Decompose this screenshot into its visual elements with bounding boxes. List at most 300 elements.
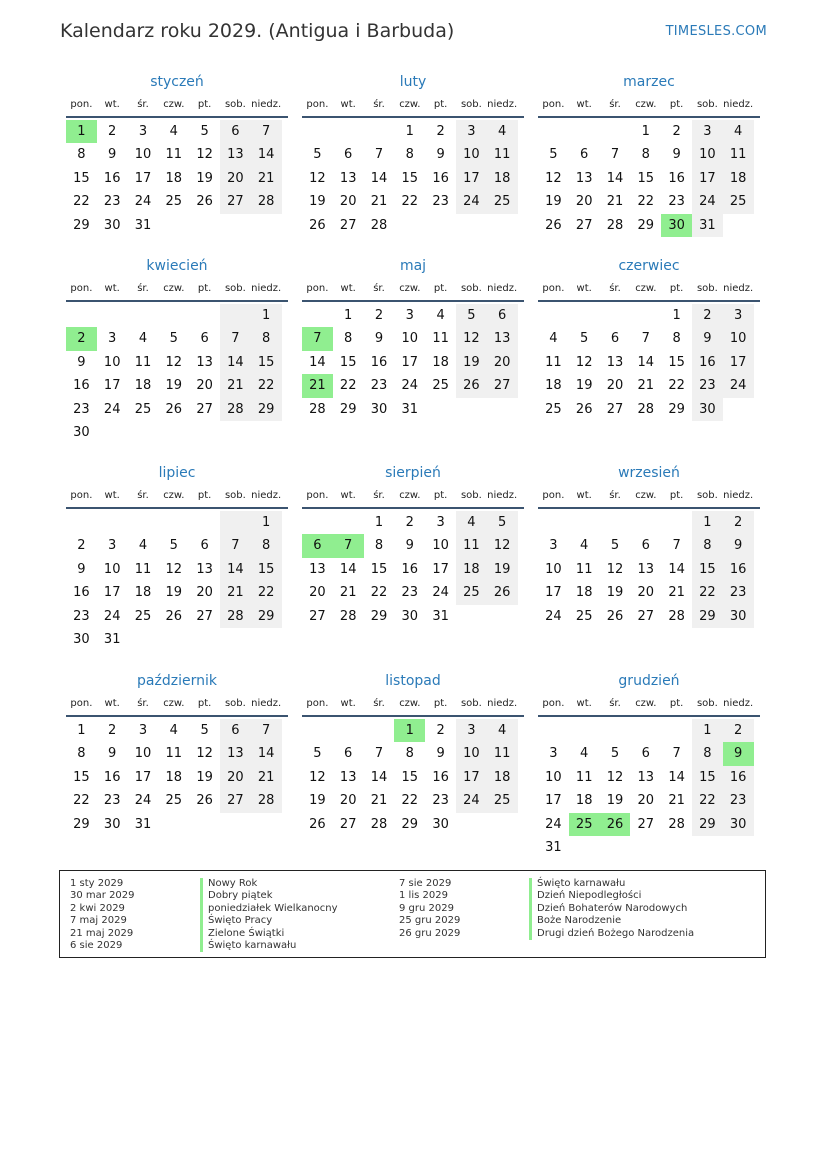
day-cell: 20 — [575, 194, 593, 210]
day-cell: 6 — [641, 538, 650, 554]
day-cell: 25 — [134, 401, 152, 417]
empty-cell — [600, 304, 631, 327]
day-cell: 11 — [545, 354, 562, 370]
day-cell: 13 — [339, 769, 357, 785]
weekday-label: śr. — [373, 283, 385, 294]
day-cell: 11 — [487, 143, 518, 166]
legend-holiday-name: Święto karnawału — [529, 878, 694, 890]
day-cell: 9 — [108, 746, 117, 762]
day-cell: 15 — [73, 170, 90, 186]
legend-date: 1 sty 2029 — [70, 878, 124, 889]
weekday-label: wt. — [576, 99, 592, 110]
day-cell: 15 — [637, 170, 655, 186]
day-cell: 12 — [575, 354, 593, 370]
empty-cell — [220, 511, 251, 534]
day-cell: 24 — [134, 793, 152, 809]
empty-cell — [220, 214, 251, 237]
month-name: październik — [137, 673, 217, 689]
weekday-label: pt. — [197, 283, 212, 294]
weekday-label: wt. — [104, 490, 120, 501]
day-cell: 21 — [339, 585, 357, 601]
day-cell: 15 — [692, 766, 723, 789]
empty-cell — [723, 214, 754, 237]
weekday-label: pon. — [306, 490, 329, 501]
weekday-label: sob. — [224, 99, 246, 110]
weekday-label: czw. — [635, 698, 657, 709]
day-cell: 23 — [370, 378, 388, 394]
weekday-label: czw. — [163, 283, 185, 294]
day-cell: 9 — [672, 147, 681, 163]
day-cell: 7 — [374, 746, 384, 762]
day-cell: 23 — [432, 793, 449, 809]
day-cell: 9 — [723, 534, 754, 557]
day-cell: 26 — [196, 194, 213, 210]
empty-cell — [97, 511, 128, 534]
day-cell: 2 — [108, 723, 117, 738]
day-cell: 4 — [487, 719, 518, 742]
day-cell: 22 — [73, 194, 90, 210]
day-cell: 26 — [165, 401, 183, 417]
weekday-label: pt. — [197, 698, 212, 709]
empty-cell — [333, 120, 364, 143]
empty-cell — [569, 511, 600, 534]
day-cell: 25 — [575, 608, 593, 624]
day-cell: 26 — [309, 217, 326, 233]
day-cell: 13 — [637, 561, 655, 577]
empty-cell — [158, 421, 189, 444]
day-cell: 20 — [339, 194, 357, 210]
day-cell: 27 — [606, 401, 624, 417]
day-cell: 21 — [251, 766, 282, 789]
day-grid — [538, 717, 754, 859]
empty-cell — [456, 813, 487, 836]
day-cell: 30 — [103, 816, 121, 832]
legend-date: 7 sie 2029 — [399, 878, 452, 889]
day-cell: 20 — [339, 793, 357, 809]
day-cell: 27 — [309, 608, 326, 624]
day-cell: 25 — [432, 378, 449, 394]
weekday-label: niedz. — [487, 490, 518, 501]
day-cell: 20 — [606, 378, 624, 394]
day-cell: 7 — [302, 327, 333, 350]
brand-link[interactable]: TIMESLES.COM — [665, 24, 767, 39]
day-cell: 16 — [370, 354, 388, 370]
day-cell: 19 — [309, 194, 326, 210]
day-cell: 1 — [641, 124, 650, 139]
empty-cell — [600, 719, 631, 742]
legend-names-col-1 — [200, 878, 338, 952]
day-cell: 3 — [723, 304, 754, 327]
day-cell: 20 — [637, 585, 655, 601]
day-cell: 21 — [606, 194, 624, 210]
day-cell: 7 — [333, 534, 364, 557]
empty-cell — [723, 398, 754, 421]
weekday-label: śr. — [373, 490, 385, 501]
month-name: marzec — [623, 74, 675, 90]
empty-cell — [251, 421, 282, 444]
legend-holiday-name: poniedziałek Wielkanocny — [200, 903, 338, 915]
day-cell: 24 — [692, 190, 723, 213]
legend-holiday-name: Święto karnawału — [200, 940, 338, 952]
day-cell: 1 — [77, 723, 86, 738]
day-cell: 4 — [436, 308, 445, 323]
weekday-label: śr. — [609, 490, 621, 501]
day-cell: 31 — [432, 608, 449, 624]
day-cell: 26 — [545, 217, 562, 233]
empty-cell — [302, 304, 333, 327]
day-cell: 14 — [668, 561, 685, 577]
day-cell: 26 — [196, 793, 213, 809]
day-cell: 14 — [220, 351, 251, 374]
day-cell: 5 — [549, 147, 558, 163]
day-cell: 14 — [637, 354, 655, 370]
day-cell: 22 — [401, 194, 419, 210]
empty-cell — [220, 421, 251, 444]
day-cell: 15 — [370, 561, 388, 577]
day-cell: 23 — [432, 194, 449, 210]
month-4 — [302, 256, 524, 421]
day-cell: 25 — [545, 401, 562, 417]
weekday-label: pt. — [669, 99, 684, 110]
day-cell: 1 — [692, 719, 723, 742]
day-cell: 15 — [339, 354, 357, 370]
weekday-label: pt. — [433, 490, 448, 501]
day-cell: 10 — [103, 354, 121, 370]
day-cell: 9 — [436, 147, 445, 163]
weekday-label: sob. — [696, 283, 718, 294]
empty-cell — [723, 836, 754, 859]
day-cell: 28 — [339, 608, 357, 624]
day-cell: 9 — [108, 147, 117, 163]
day-cell: 9 — [436, 746, 445, 762]
day-cell: 5 — [200, 723, 209, 738]
day-cell: 6 — [220, 120, 251, 143]
day-cell: 5 — [313, 147, 322, 163]
empty-cell — [220, 628, 251, 651]
weekday-label: niedz. — [251, 283, 282, 294]
day-cell: 21 — [637, 378, 655, 394]
month-name: listopad — [385, 673, 441, 689]
day-cell: 2 — [66, 327, 97, 350]
legend-holiday-name: Nowy Rok — [200, 878, 338, 890]
day-cell: 6 — [302, 534, 333, 557]
day-cell: 7 — [374, 147, 384, 163]
day-cell: 20 — [309, 585, 326, 601]
legend-holiday-name: Święto Pracy — [200, 915, 338, 927]
day-cell: 29 — [73, 217, 90, 233]
day-cell: 26 — [165, 608, 183, 624]
weekday-label: niedz. — [487, 99, 518, 110]
day-cell: 12 — [165, 354, 183, 370]
day-cell: 28 — [606, 217, 624, 233]
day-cell: 15 — [668, 354, 685, 370]
day-cell: 3 — [138, 723, 148, 738]
empty-cell — [425, 398, 456, 421]
day-cell: 22 — [668, 378, 685, 394]
day-cell: 12 — [309, 769, 326, 785]
weekday-label: sob. — [460, 99, 482, 110]
day-cell: 18 — [575, 793, 593, 809]
month-name: kwiecień — [146, 258, 208, 274]
day-cell: 8 — [672, 331, 681, 347]
weekday-label: czw. — [399, 283, 421, 294]
empty-cell — [302, 511, 333, 534]
day-cell: 1 — [672, 308, 681, 323]
empty-cell — [487, 605, 518, 628]
month-name: maj — [399, 258, 427, 274]
weekday-label: czw. — [635, 490, 657, 501]
day-cell: 19 — [575, 378, 593, 394]
day-cell: 13 — [309, 561, 326, 577]
day-cell: 20 — [196, 378, 213, 394]
day-cell: 4 — [723, 120, 754, 143]
day-cell: 6 — [344, 147, 353, 163]
day-cell: 25 — [165, 793, 183, 809]
day-cell: 2 — [723, 719, 754, 742]
day-cell: 9 — [77, 354, 86, 370]
day-cell: 27 — [637, 608, 655, 624]
weekday-label: śr. — [137, 283, 149, 294]
day-cell: 21 — [370, 194, 388, 210]
day-cell: 16 — [723, 766, 754, 789]
day-cell: 4 — [549, 331, 558, 347]
day-cell: 27 — [220, 789, 251, 812]
day-cell: 16 — [668, 170, 685, 186]
month-name: luty — [399, 74, 427, 90]
day-cell: 13 — [487, 327, 518, 350]
day-cell: 7 — [672, 746, 681, 762]
day-cell: 10 — [134, 746, 152, 762]
day-cell: 9 — [405, 538, 414, 554]
day-cell: 13 — [637, 769, 655, 785]
legend-holiday-name: Boże Narodzenie — [529, 915, 694, 927]
legend-dates-col-2 — [399, 878, 460, 940]
day-cell: 28 — [251, 190, 282, 213]
day-cell: 19 — [165, 378, 183, 394]
day-cell: 7 — [220, 327, 251, 350]
day-grid — [66, 302, 282, 444]
day-cell: 7 — [251, 719, 282, 742]
weekday-label: sob. — [460, 490, 482, 501]
day-cell: 2 — [374, 308, 384, 323]
day-cell: 26 — [487, 581, 518, 604]
day-cell: 9 — [692, 327, 723, 350]
day-cell: 26 — [456, 374, 487, 397]
day-cell: 17 — [456, 766, 487, 789]
day-cell: 4 — [138, 538, 148, 554]
weekday-label: pt. — [669, 698, 684, 709]
day-cell: 26 — [606, 608, 624, 624]
empty-cell — [189, 304, 220, 327]
day-cell: 24 — [456, 789, 487, 812]
empty-cell — [189, 214, 220, 237]
day-cell: 8 — [692, 534, 723, 557]
day-cell: 5 — [610, 746, 620, 762]
day-cell: 12 — [456, 327, 487, 350]
day-cell: 5 — [169, 538, 178, 554]
day-cell: 18 — [575, 585, 593, 601]
day-cell: 19 — [196, 170, 213, 186]
month-10 — [302, 671, 524, 836]
weekday-label: pt. — [433, 698, 448, 709]
day-cell: 24 — [134, 194, 152, 210]
weekday-label: pt. — [669, 490, 684, 501]
empty-cell — [630, 511, 661, 534]
weekday-header — [302, 697, 524, 717]
weekday-header — [302, 98, 524, 118]
day-cell: 27 — [196, 401, 213, 417]
legend-holiday-name: Zielone Świątki — [200, 928, 338, 940]
day-cell: 17 — [432, 561, 449, 577]
day-cell: 8 — [405, 746, 414, 762]
day-cell: 3 — [108, 538, 117, 554]
day-cell: 25 — [456, 581, 487, 604]
day-cell: 25 — [487, 789, 518, 812]
empty-cell — [487, 214, 518, 237]
day-grid — [538, 509, 754, 628]
day-cell: 2 — [436, 723, 445, 738]
day-cell: 30 — [432, 816, 449, 832]
day-cell: 21 — [220, 374, 251, 397]
weekday-label: pon. — [70, 490, 93, 501]
empty-cell — [569, 836, 600, 859]
page-title: Kalendarz roku 2029. (Antigua i Barbuda) — [60, 20, 455, 42]
day-cell: 30 — [73, 424, 90, 440]
day-cell: 23 — [73, 608, 90, 624]
day-cell: 8 — [692, 742, 723, 765]
weekday-label: czw. — [399, 698, 421, 709]
weekday-label: pon. — [306, 283, 329, 294]
empty-cell — [189, 813, 220, 836]
weekday-label: pt. — [433, 99, 448, 110]
day-cell: 25 — [569, 813, 600, 836]
day-cell: 11 — [575, 769, 593, 785]
day-cell: 15 — [401, 769, 419, 785]
month-name: lipiec — [158, 465, 196, 481]
day-cell: 17 — [401, 354, 419, 370]
day-cell: 23 — [723, 581, 754, 604]
day-cell: 18 — [134, 378, 152, 394]
empty-cell — [661, 836, 692, 859]
empty-cell — [630, 304, 661, 327]
empty-cell — [189, 628, 220, 651]
empty-cell — [220, 304, 251, 327]
empty-cell — [569, 304, 600, 327]
day-cell: 6 — [610, 331, 620, 347]
day-cell: 1 — [692, 511, 723, 534]
empty-cell — [189, 511, 220, 534]
weekday-label: śr. — [137, 698, 149, 709]
empty-cell — [600, 511, 631, 534]
empty-cell — [158, 214, 189, 237]
day-cell: 5 — [200, 124, 209, 139]
weekday-label: sob. — [224, 490, 246, 501]
empty-cell — [128, 511, 159, 534]
empty-cell — [600, 120, 631, 143]
day-cell: 13 — [196, 561, 213, 577]
month-name: sierpień — [385, 465, 441, 481]
day-cell: 18 — [165, 170, 183, 186]
day-cell: 24 — [432, 585, 449, 601]
day-cell: 29 — [401, 816, 419, 832]
day-cell: 13 — [220, 742, 251, 765]
day-cell: 24 — [723, 374, 754, 397]
day-cell: 8 — [251, 534, 282, 557]
month-1 — [302, 72, 524, 237]
day-cell: 18 — [545, 378, 562, 394]
day-cell: 5 — [169, 331, 178, 347]
day-cell: 1 — [251, 511, 282, 534]
day-cell: 4 — [580, 538, 589, 554]
day-grid — [538, 118, 754, 237]
day-cell: 15 — [251, 558, 282, 581]
weekday-label: czw. — [635, 283, 657, 294]
day-cell: 20 — [220, 167, 251, 190]
day-cell: 6 — [344, 746, 353, 762]
day-cell: 23 — [723, 789, 754, 812]
day-cell: 30 — [370, 401, 388, 417]
empty-cell — [302, 719, 333, 742]
day-cell: 24 — [103, 608, 121, 624]
weekday-label: niedz. — [723, 698, 754, 709]
empty-cell — [364, 719, 395, 742]
day-cell: 1 — [251, 304, 282, 327]
day-cell: 28 — [370, 816, 388, 832]
weekday-label: pon. — [70, 698, 93, 709]
day-cell: 18 — [487, 766, 518, 789]
day-cell: 13 — [220, 143, 251, 166]
day-cell: 16 — [723, 558, 754, 581]
empty-cell — [538, 719, 569, 742]
day-cell: 3 — [549, 746, 558, 762]
day-cell: 3 — [405, 308, 414, 323]
empty-cell — [364, 120, 395, 143]
day-cell: 24 — [545, 608, 562, 624]
weekday-label: sob. — [696, 99, 718, 110]
day-cell: 2 — [77, 538, 86, 554]
empty-cell — [661, 719, 692, 742]
day-grid — [302, 302, 518, 421]
weekday-label: śr. — [373, 698, 385, 709]
weekday-label: pon. — [542, 283, 565, 294]
day-cell: 2 — [405, 515, 414, 530]
weekday-label: pon. — [542, 490, 565, 501]
empty-cell — [569, 719, 600, 742]
day-cell: 2 — [108, 124, 117, 139]
day-cell: 20 — [220, 766, 251, 789]
day-cell: 5 — [313, 746, 322, 762]
weekday-label: niedz. — [723, 99, 754, 110]
day-cell: 4 — [169, 723, 178, 738]
day-cell: 12 — [487, 534, 518, 557]
weekday-label: sob. — [696, 698, 718, 709]
day-cell: 19 — [487, 558, 518, 581]
day-cell: 5 — [487, 511, 518, 534]
day-cell: 12 — [196, 147, 213, 163]
day-cell: 7 — [220, 534, 251, 557]
weekday-label: niedz. — [487, 698, 518, 709]
weekday-label: pon. — [70, 283, 93, 294]
day-cell: 17 — [456, 167, 487, 190]
weekday-label: wt. — [104, 698, 120, 709]
day-cell: 10 — [456, 742, 487, 765]
day-cell: 6 — [641, 746, 650, 762]
weekday-header — [538, 489, 760, 509]
weekday-header — [302, 282, 524, 302]
holiday-legend — [59, 870, 766, 958]
weekday-label: śr. — [373, 99, 385, 110]
day-cell: 7 — [641, 331, 650, 347]
